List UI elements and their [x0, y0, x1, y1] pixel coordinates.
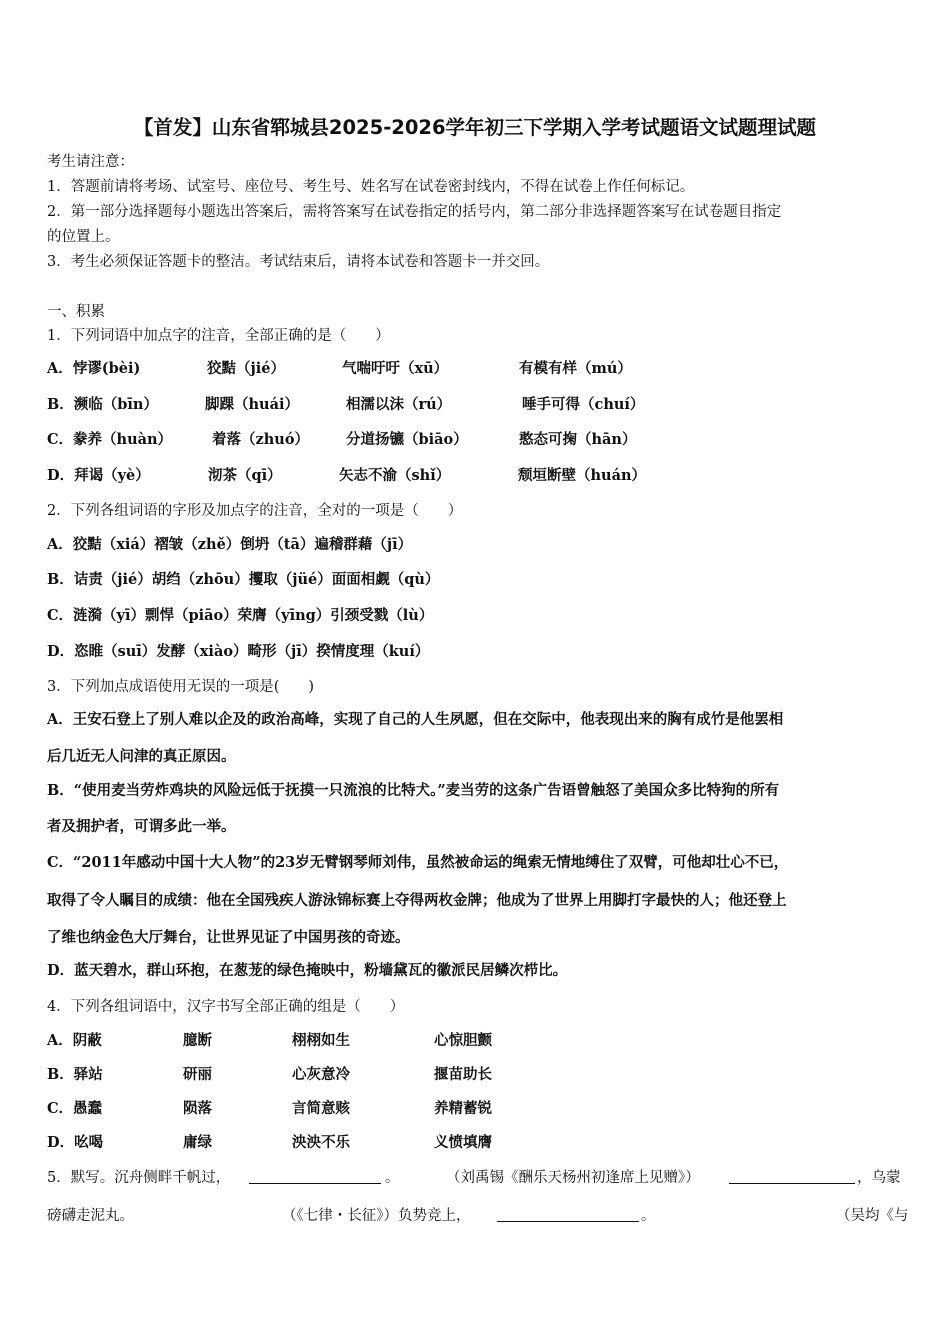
- q1-option-a-word4: 有模有样（mú）: [519, 360, 632, 377]
- q1-option-a-word1: A．悖谬(bèi): [47, 360, 141, 377]
- q4-option-b-word2: 研丽: [183, 1066, 212, 1083]
- q4-option-a-word2: 臆断: [183, 1032, 212, 1049]
- page-title: 【首发】山东省郓城县2025-2026学年初三下学期入学考试题语文试题理试题: [133, 116, 817, 139]
- q4-option-a-word1: A．阴蔽: [47, 1032, 102, 1049]
- q2-option-a: A．狡黠（xiá）褶皱（zhě）倒坍（tā）遍稽群藉（jī）: [47, 536, 413, 553]
- q4-option-a-word3: 栩栩如生: [292, 1032, 350, 1049]
- q4-option-d-word1: D．吆喝: [47, 1134, 104, 1151]
- q5-blank-1[interactable]: [249, 1168, 381, 1188]
- question-1-stem: 1．下列词语中加点字的注音，全部正确的是（ ）: [47, 328, 390, 344]
- q1-option-c-word3: 分道扬镳（biāo）: [346, 431, 468, 448]
- q5-source: （吴均《与: [836, 1208, 909, 1224]
- q4-option-c-word3: 言简意赅: [292, 1100, 350, 1117]
- q4-option-b-word3: 心灰意冷: [292, 1066, 350, 1083]
- q1-option-d-word3: 矢志不渝（shǐ）: [339, 467, 451, 484]
- notice-item: 3．考生必须保证答题卡的整洁。考试结束后，请将本试卷和答题卡一并交回。: [47, 254, 550, 270]
- notice-item: 1．答题前请将考场、试室号、座位号、考生号、姓名写在试卷密封线内，不得在试卷上作任何标记。: [47, 179, 695, 195]
- q2-option-d: D．恣睢（suī）发酵（xiào）畸形（jī）揆情度理（kuí）: [47, 643, 430, 660]
- notice-item: 的位置上。: [47, 229, 120, 245]
- q5-blank-3[interactable]: [497, 1206, 639, 1226]
- section-heading: 一、积累: [47, 304, 105, 320]
- q5-text: 磅礴走泥丸。: [47, 1208, 134, 1224]
- q3-option-a-line2: 后几近无人问津的真正原因。: [47, 748, 236, 765]
- q1-option-c-word4: 憨态可掬（hān）: [519, 431, 637, 448]
- q4-option-b-word1: B．驿站: [47, 1066, 103, 1083]
- q1-option-b-word2: 脚踝（huái）: [205, 396, 299, 413]
- q3-option-c-line1: C．“2011年感动中国十大人物”的23岁无臂钢琴师刘伟，虽然被命运的绳索无情地缚住了双臂，可他却壮心不已，: [47, 854, 789, 871]
- question-3-stem: 3．下列加点成语使用无误的一项是( ): [47, 679, 315, 695]
- q5-text: 。: [385, 1170, 400, 1186]
- q4-option-b-word4: 揠苗助长: [434, 1066, 492, 1083]
- q4-option-c-word4: 养精蓄锐: [434, 1100, 492, 1117]
- q4-option-c-word1: C．愚蠢: [47, 1100, 103, 1117]
- q1-option-a-word2: 狡黠（jié）: [207, 360, 285, 377]
- q3-option-b-line2: 者及拥护者，可谓多此一举。: [47, 818, 236, 835]
- q4-option-d-word2: 庸绿: [183, 1134, 212, 1151]
- q5-text: 5．默写。沉舟侧畔千帆过，: [47, 1170, 231, 1186]
- q5-text: 。: [641, 1208, 656, 1224]
- q1-option-b-word4: 唾手可得（chuí）: [522, 396, 645, 413]
- q1-option-d-word2: 沏茶（qī）: [208, 467, 282, 484]
- q3-option-d-line1: D．蓝天碧水，群山环抱，在葱茏的绿色掩映中，粉墙黛瓦的徽派民居鳞次栉比。: [47, 962, 568, 979]
- q5-blank-2[interactable]: [729, 1168, 855, 1188]
- q4-option-c-word2: 陨落: [183, 1100, 212, 1117]
- q1-option-d-word4: 颓垣断壁（huán）: [518, 467, 647, 484]
- q4-option-d-word4: 义愤填膺: [434, 1134, 492, 1151]
- q5-source: （刘禹锡《酬乐天杨州初逢席上见赠》）: [446, 1170, 700, 1186]
- q4-option-a-word4: 心惊胆颤: [434, 1032, 492, 1049]
- q1-option-d-word1: D．拜谒（yè）: [47, 467, 150, 484]
- notice-heading: 考生请注意：: [47, 154, 134, 170]
- q1-option-c-word2: 着落（zhuó）: [212, 431, 309, 448]
- q1-option-b-word1: B．濒临（bīn）: [47, 396, 158, 413]
- q1-option-a-word3: 气喘吁吁（xū）: [342, 360, 449, 377]
- q1-option-c-word1: C．豢养（huàn）: [47, 431, 173, 448]
- q2-option-b: B．诘责（jié）胡绉（zhōu）攫取（jüé）面面相觑（qù）: [47, 571, 440, 588]
- question-2-stem: 2．下列各组词语的字形及加点字的注音，全对的一项是（ ）: [47, 503, 463, 519]
- q1-option-b-word3: 相濡以沫（rú）: [346, 396, 452, 413]
- q5-text: ，乌蒙: [857, 1170, 901, 1186]
- q4-option-d-word3: 泱泱不乐: [292, 1134, 350, 1151]
- q5-source: （《七律・长征》）负势竞上，: [282, 1208, 471, 1224]
- q2-option-c: C．涟漪（yī）剽悍（piāo）荣膺（yīng）引颈受戮（lù）: [47, 607, 434, 624]
- q3-option-a-line1: A．王安石登上了别人难以企及的政治高峰，实现了自己的人生夙愿，但在交际中，他表现出来的胸有成竹是他罢相: [47, 711, 784, 728]
- question-4-stem: 4．下列各组词语中，汉字书写全部正确的组是（ ）: [47, 999, 405, 1015]
- q3-option-b-line1: B．“使用麦当劳炸鸡块的风险远低于抚摸一只流浪的比特犬。”麦当劳的这条广告语曾触怒了美国众多比特狗的所有: [47, 782, 780, 799]
- q3-option-c-line3: 了维也纳金色大厅舞台，让世界见证了中国男孩的奇迹。: [47, 929, 410, 946]
- q3-option-c-line2: 取得了令人瞩目的成绩：他在全国残疾人游泳锦标赛上夺得两枚金牌；他成为了世界上用脚打字最快的人；他还登上: [47, 892, 787, 909]
- notice-item: 2．第一部分选择题每小题选出答案后，需将答案写在试卷指定的括号内，第二部分非选择题答案写在试卷题目指定: [47, 204, 782, 220]
